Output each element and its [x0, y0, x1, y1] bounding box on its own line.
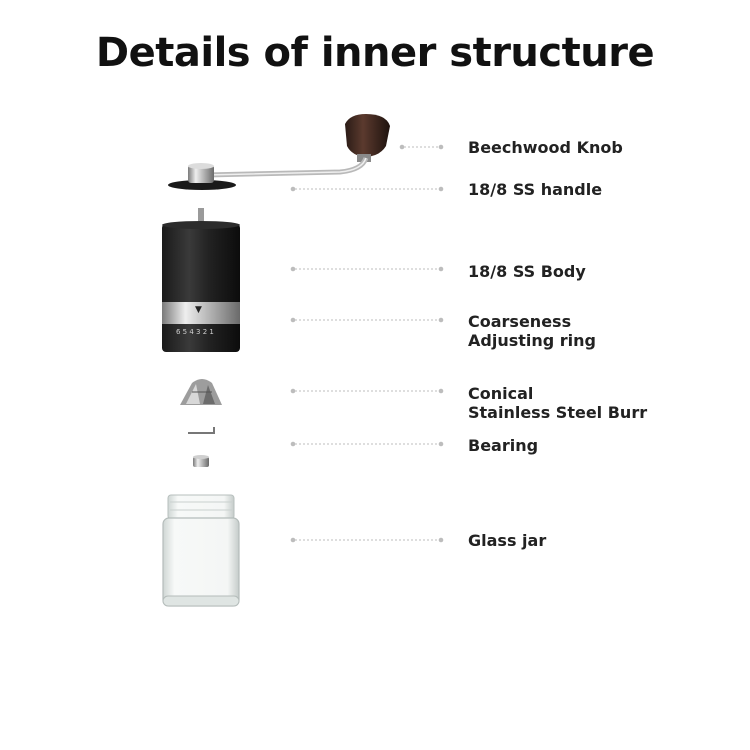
ring-marker: ▼ — [195, 305, 202, 315]
label-conical-burr: Conical Stainless Steel Burr — [468, 384, 648, 422]
label-glass-jar: Glass jar — [468, 531, 547, 550]
label-coarseness-ring: Coarseness Adjusting ring — [468, 312, 596, 350]
ring-scale: 6 5 4 3 2 1 — [176, 328, 214, 336]
label-beechwood-knob: Beechwood Knob — [468, 138, 623, 157]
label-ss-body: 18/8 SS Body — [468, 262, 586, 281]
label-bearing: Bearing — [468, 436, 539, 455]
diagram-title: Details of inner structure — [95, 30, 655, 76]
label-ss-handle: 18/8 SS handle — [468, 180, 603, 199]
